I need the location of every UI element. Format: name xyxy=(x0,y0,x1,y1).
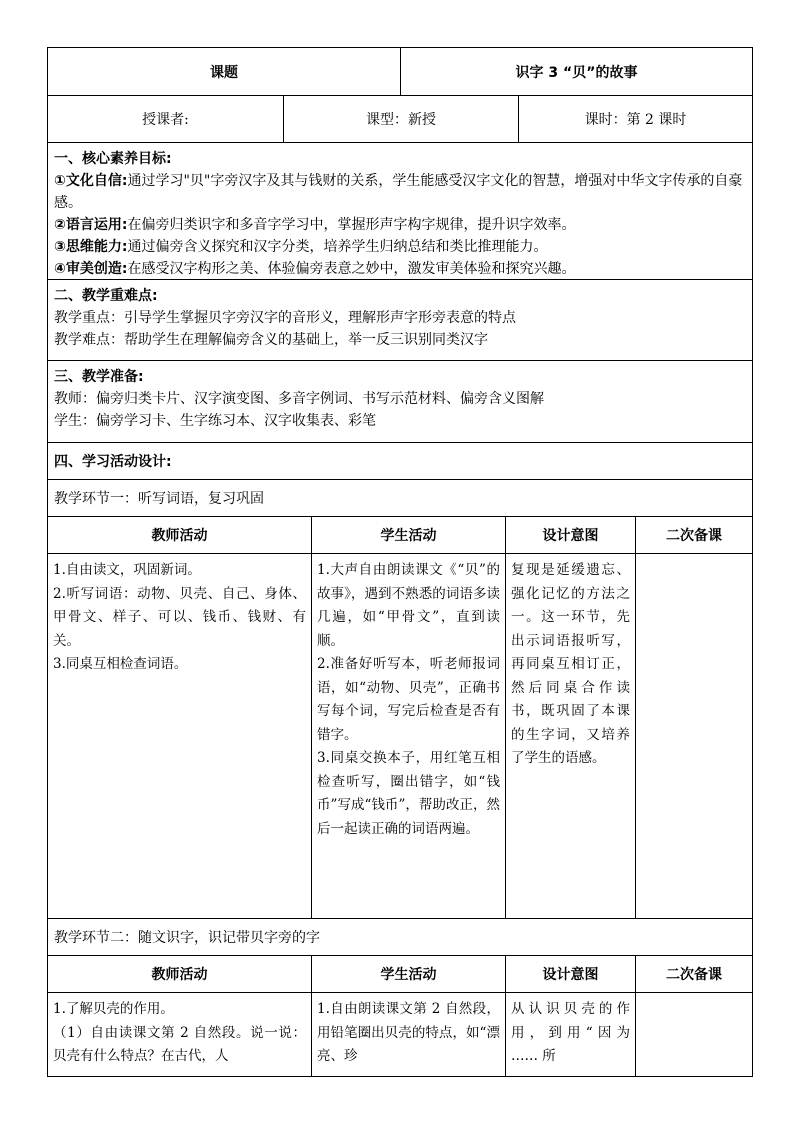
goal-item: ①文化自信:通过学习"贝"字旁汉字及其与钱财的关系，学生能感受汉字文化的智慧，增强对中华文字传承的自豪感。 xyxy=(54,173,743,211)
col-teacher-header: 教师活动 xyxy=(48,517,312,553)
lesson-period: 课时：第 2 课时 xyxy=(584,112,687,128)
col-student-header: 学生活动 xyxy=(312,517,506,553)
segment2-teacher: 1.了解贝壳的作用。 （1）自由读课文第 2 自然段。说一说：贝壳有什么特点？在古代，人 xyxy=(48,993,312,1077)
segment1-title-row xyxy=(48,480,752,517)
lesson-plan-table xyxy=(47,47,753,1077)
prep-line: 教师：偏旁归类卡片、汉字演变图、多音字例词、书写示范材料、偏旁含义图解 xyxy=(54,391,544,407)
activities-heading: 四、学习活动设计: xyxy=(54,454,172,470)
goals-section xyxy=(48,143,752,280)
goal-item: ④审美创造:在感受汉字构形之美、体验偏旁表意之妙中，激发审美体验和探究兴趣。 xyxy=(54,261,576,277)
goal-item: ②语言运用:在偏旁归类识字和多音字学习中，掌握形声字构字规律，提升识字效率。 xyxy=(54,217,576,233)
title-value: 识字 3 “贝”的故事 xyxy=(515,64,638,81)
info-row xyxy=(48,96,752,143)
segment2-body-row xyxy=(48,993,752,1077)
title-row xyxy=(48,48,752,96)
keypoint-line: 教学难点：帮助学生在理解偏旁含义的基础上，举一反三识别同类汉字 xyxy=(54,332,488,348)
prep-heading: 三、教学准备: xyxy=(54,369,144,385)
segment2-intent: 从认识贝壳的作用，到用“因为 …… 所 xyxy=(506,993,636,1077)
activities-heading-row xyxy=(48,443,752,480)
goals-heading: 一、核心素养目标: xyxy=(54,151,172,167)
teacher-label: 授课者: xyxy=(48,96,284,142)
segment1-teacher: 1.自由读文，巩固新词。 2.听写词语：动物、贝壳、自己、身体、甲骨文、样子、可以、钱币、钱财、有关。 3.同桌互相检查词语。 xyxy=(48,554,312,918)
segment1-title: 教学环节一：听写词语，复习巩固 xyxy=(54,491,264,507)
col-student-header: 学生活动 xyxy=(312,956,506,992)
segment1-note xyxy=(636,554,752,918)
col-note-header: 二次备课 xyxy=(666,967,722,983)
segment2-title-row xyxy=(48,919,752,956)
segment2-student: 1.自由朗读课文第 2 自然段，用铅笔圈出贝壳的特点，如“漂亮、珍 xyxy=(312,993,506,1077)
segment1-body-row xyxy=(48,554,752,919)
segment2-title: 教学环节二：随文识字，识记带贝字旁的字 xyxy=(54,930,320,946)
lesson-type: 课型：新授 xyxy=(284,96,519,142)
col-note-header: 二次备课 xyxy=(666,528,722,544)
prep-line: 学生：偏旁学习卡、生字练习本、汉字收集表、彩笔 xyxy=(54,413,376,429)
goal-item: ③思维能力:通过偏旁含义探究和汉字分类，培养学生归纳总结和类比推理能力。 xyxy=(54,239,548,255)
keypoints-section xyxy=(48,280,752,361)
segment2-note xyxy=(636,993,752,1077)
title-label: 课题 xyxy=(48,48,401,95)
prep-section xyxy=(48,361,752,443)
column-header-row xyxy=(48,517,752,554)
keypoints-heading: 二、教学重难点: xyxy=(54,288,158,304)
col-intent-header: 设计意图 xyxy=(506,517,636,553)
keypoint-line: 教学重点：引导学生掌握贝字旁汉字的音形义，理解形声字形旁表意的特点 xyxy=(54,310,516,326)
col-teacher-header: 教师活动 xyxy=(48,956,312,992)
col-intent-header: 设计意图 xyxy=(506,956,636,992)
column-header-row xyxy=(48,956,752,993)
segment1-student: 1.大声自由朗读课文《“贝”的故事》，遇到不熟悉的词语多读几遍，如“甲骨文”，直到读顺。 2.准备好听写本，听老师报词语，如“动物、贝壳”，正确书写每个词，写完后检查是否有错字。 3.同桌交换本子，用红笔互相检查听写，圈出错字，如“钱币”写成“钱币”，帮助改正，然后一起读正确的词语两遍。 xyxy=(312,554,506,918)
segment1-intent: 复现是延缓遗忘、强化记忆的方法之一。这一环节，先出示词语报听写，再同桌互相订正，然后同桌合作读书，既巩固了本课的生字词，又培养了学生的语感。 xyxy=(506,554,636,918)
